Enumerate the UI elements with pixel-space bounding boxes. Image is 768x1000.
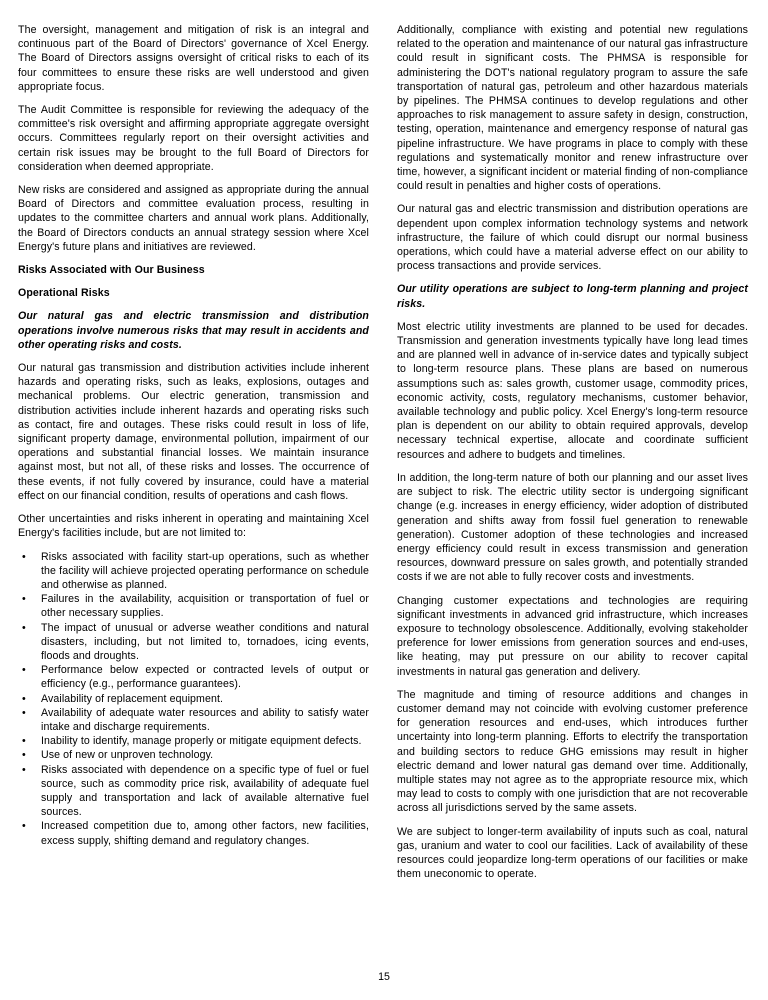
bullet-item [18, 748, 369, 762]
paragraph: New risks are considered and assigned as appropriate during the annual Board of Directors and committee evaluation process, resulting in updates to the committee charters and annual work plans. Additionally, the Board of Directors conducts an annual strategy session where Xcel Energy's future plans and initiatives are reviewed. [18, 184, 369, 253]
paragraph: Changing customer expectations and technologies are requiring significant investments in advanced grid infrastructure, which increases exposure to technology obsolescence. Additionally, evolving stakeholder preference for lower emissions from generation sources and end-uses, like heating, may put pressure on our ability to recover capital investments in natural gas generation and delivery. [397, 594, 748, 678]
bullet-icon: • [22, 735, 26, 748]
bullet-item [18, 819, 369, 847]
bullet-text: Increased competition due to, among other factors, new facilities, excess supply, shifting demand and regulatory changes. [41, 820, 369, 847]
paragraph: The magnitude and timing of resource additions and changes in customer demand may not coincide with evolving customer preference for generation resources and end-uses, which introduces further uncertainty into long-term planning. Efforts to electrify the transportation and building sectors to reduce GHG emissions may result in higher electric demand and lower natural gas demand over time. Additionally, multiple states may not agree as to the appropriate resource mix, which may lead to costs to comply with one jurisdiction that are not recoverable across all jurisdictions served by the same assets. [397, 688, 748, 815]
bullet-text: Inability to identify, manage properly or mitigate equipment defects. [41, 735, 362, 748]
page-number: 15 [378, 971, 390, 983]
bullet-item [18, 692, 369, 706]
bullet-item [18, 734, 369, 748]
bullet-icon: • [22, 593, 26, 606]
paragraph: Most electric utility investments are planned to be used for decades. Transmission and generation investments typically have long lead times and are planned well in advance of in-service dates and typically subject to long-term resource plans. These plans are based on numerous assumptions such as: sales growth, customer usage, commodity prices, economic activity, costs, regulatory mechanisms, customer behavior, available technology and public policy. Xcel Energy's long-term resource plan is dependent on our ability to obtain required approvals, develop necessary technical expertise, allocate and coordinate sufficient resources and adhere to budgets and timelines. [397, 320, 748, 461]
bullet-icon: • [22, 692, 26, 705]
paragraph: Other uncertainties and risks inherent in operating and maintaining Xcel Energy's facilities include, but are not limited to: [18, 513, 369, 540]
bullet-icon: • [22, 763, 26, 776]
bullet-icon: • [22, 550, 26, 563]
paragraph: Additionally, compliance with existing and potential new regulations related to the operation and maintenance of our natural gas infrastructure could result in significant costs. The PHMSA is responsible for administering the DOT's national regulatory program to assure the safe transportation of natural gas, petroleum and other hazardous materials by pipelines. The PHMSA continues to develop regulations and other approaches to risk management to assure safety in design, construction, testing, operation, maintenance and emergency response of natural gas pipeline infrastructure. We have programs in place to comply with these regulations and systematically monitor and renew infrastructure over time, however, a significant incident or material finding of non-compliance could result in penalties and higher costs of operations. [397, 24, 748, 193]
bullet-icon: • [22, 820, 26, 833]
bullet-text: Availability of replacement equipment. [41, 692, 224, 705]
risk-lead-in-heading: Our utility operations are subject to long-term planning and project risks. [397, 283, 748, 310]
bullet-text: Failures in the availability, acquisition or transportation of fuel or other necessary supplies. [41, 593, 369, 620]
section-heading: Operational Risks [18, 287, 110, 300]
bullet-icon: • [22, 706, 26, 719]
paragraph: The oversight, management and mitigation of risk is an integral and continuous part of the Board of Directors' governance of Xcel Energy. The Board of Directors assigns oversight of critical risks to each of its four committees to ensure these risks are well understood and given appropriate focus. [18, 24, 369, 93]
bullet-icon: • [22, 664, 26, 677]
paragraph: The Audit Committee is responsible for reviewing the adequacy of the committee's risk oversight and affirming appropriate aggregate oversight occurs. Committees regularly report on their oversight activities and certain risk issues may be brought to the full Board of Directors for consideration when deemed appropriate. [18, 104, 369, 173]
bullet-icon: • [22, 621, 26, 634]
bullet-item [18, 663, 369, 691]
bullet-item [18, 550, 369, 593]
page-footer [0, 970, 768, 984]
paragraph: Our natural gas and electric transmission and distribution operations are dependent upon complex information technology systems and network infrastructure, the failure of which could disrupt our normal business operations, which could have a material adverse effect on our ability to process transactions and provide services. [397, 203, 748, 273]
right-column [397, 23, 748, 890]
bullet-text: Performance below expected or contracted levels of output or efficiency (e.g., performance guarantees). [41, 664, 369, 691]
bullet-text: Use of new or unproven technology. [41, 749, 214, 762]
bullet-text: Risks associated with dependence on a specific type of fuel or fuel source, such as commodity price risk, availability of adequate fuel supply and transportation and lack of available alternative fuel sources. [41, 763, 369, 819]
paragraph: In addition, the long-term nature of both our planning and our asset lives are subject to risk. The electric utility sector is undergoing significant change (e.g. increases in energy efficiency, wider adoption of distributed generation and shifts away from fossil fuel generation to renewable generation). Customer adoption of these technologies and increased energy efficiency could result in excess transmission and generation resources, downward pressure on sales growth, and potentially stranded costs if we are not able to fully recover costs and investments. [397, 471, 748, 584]
bullet-list [18, 550, 369, 848]
left-column [18, 23, 369, 890]
paragraph: Our natural gas transmission and distribution activities include inherent hazards and operating risks, such as leaks, explosions, outages and mechanical problems. Our electric generation, transmission and distribution activities include inherent hazards and operating risks such as contact, fire and outages. These risks could result in loss of life, significant property damage, environmental pollution, impairment of our operations and substantial financial losses. We maintain insurance against most, but not all, of these risks and losses. The occurrence of these events, if not fully covered by insurance, could have a material effect on our financial condition, results of operations and cash flows. [18, 362, 369, 502]
risk-lead-in-heading: Our natural gas and electric transmission and distribution operations involve numerous risks that may result in accidents and other operating risks and costs. [18, 310, 369, 351]
bullet-text: Availability of adequate water resources and ability to satisfy water intake and discharge requirements. [41, 706, 369, 733]
bullet-text: Risks associated with facility start-up operations, such as whether the facility will achieve projected operating performance on schedule and otherwise as planned. [41, 550, 369, 591]
bullet-text: The impact of unusual or adverse weather conditions and natural disasters, including, but not limited to, tornadoes, icing events, floods and droughts. [41, 621, 369, 662]
bullet-item [18, 763, 369, 820]
paragraph: We are subject to longer-term availability of inputs such as coal, natural gas, uranium and water to cool our facilities. Lack of availability of these resources could jeopardize long-term operations of our facilities or make them uneconomic to operate. [397, 825, 748, 881]
bullet-item [18, 621, 369, 664]
section-heading: Risks Associated with Our Business [18, 264, 205, 277]
bullet-item [18, 592, 369, 620]
bullet-item [18, 706, 369, 734]
bullet-icon: • [22, 749, 26, 762]
